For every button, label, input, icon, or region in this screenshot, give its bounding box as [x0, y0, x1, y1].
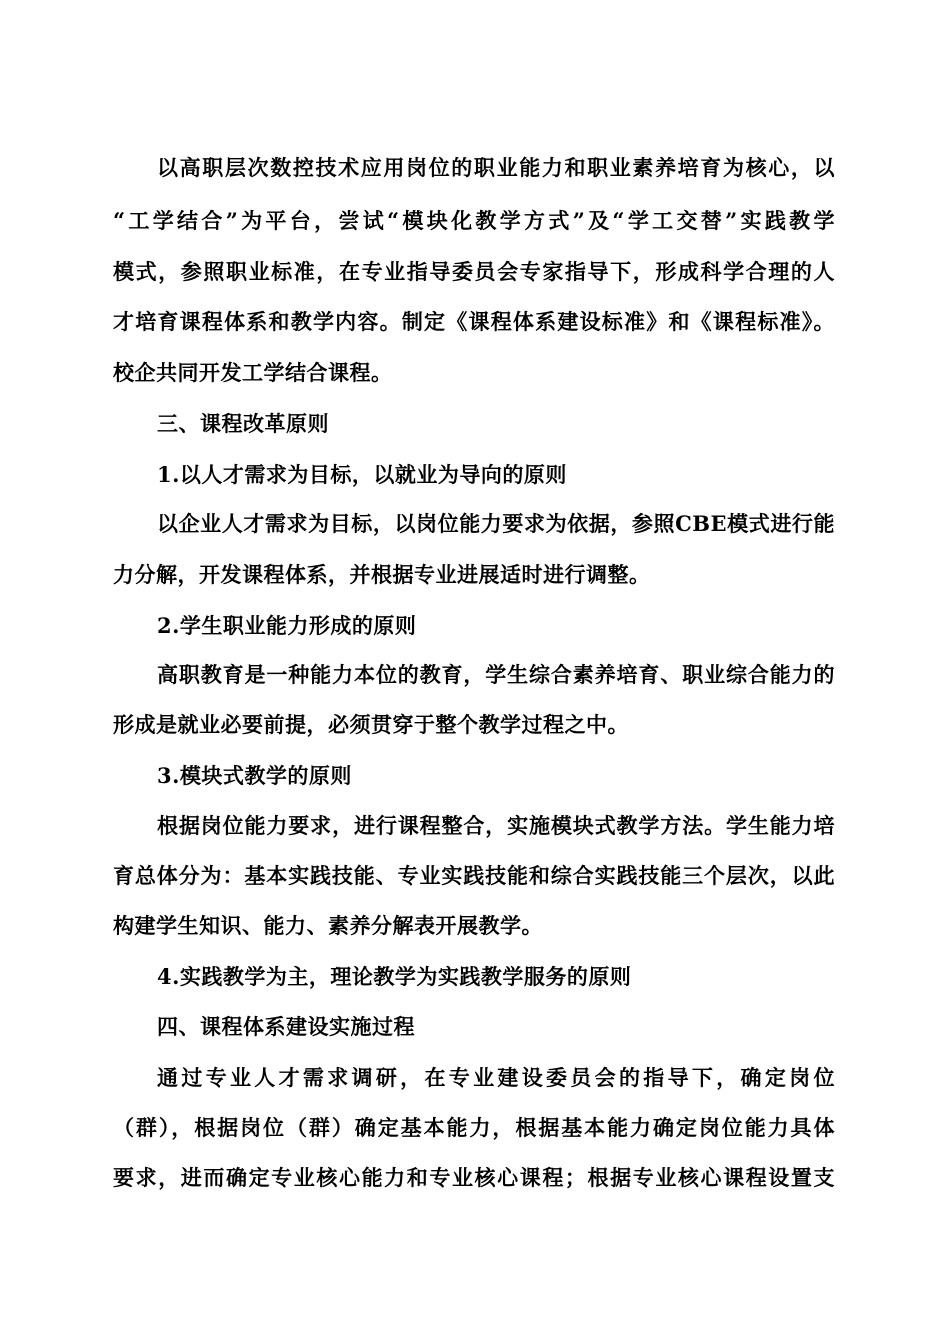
paragraph-line: 力分解，开发课程体系，并根据专业进展适时进行调整。 — [113, 562, 651, 587]
subsection-heading: 4.实践教学为主，理论教学为实践教学服务的原则 — [157, 964, 632, 989]
paragraph-line: 才培育课程体系和教学内容。制定《课程体系建设标准》和《课程标准》。 — [113, 309, 835, 334]
subsection-heading: 3.模块式教学的原则 — [157, 763, 352, 788]
paragraph-line: 构建学生知识、能力、素养分解表开展教学。 — [113, 913, 543, 938]
paragraph-line: 以高职层次数控技术应用岗位的职业能力和职业素养培育为核心，以 — [157, 155, 835, 180]
paragraph-line: 通过专业人才需求调研，在专业建设委员会的指导下，确定岗位 — [157, 1065, 835, 1090]
paragraph-line: 模式，参照职业标准，在专业指导委员会专家指导下，形成科学合理的人 — [113, 259, 835, 284]
paragraph-line: 校企共同开发工学结合课程。 — [113, 360, 393, 385]
subsection-heading: 2.学生职业能力形成的原则 — [157, 613, 417, 638]
paragraph-line: 以企业人才需求为目标，以岗位能力要求为依据，参照CBE模式进行能 — [157, 511, 835, 536]
paragraph-line: 高职教育是一种能力本位的教育，学生综合素养培育、职业综合能力的 — [157, 662, 835, 687]
paragraph-line: 形成是就业必要前提，必须贯穿于整个教学过程之中。 — [113, 712, 629, 737]
subsection-heading: 1.以人才需求为目标，以就业为导向的原则 — [157, 462, 567, 487]
paragraph-line: “工学结合”为平台，尝试“模块化教学方式”及“学工交替”实践教学 — [113, 208, 835, 233]
paragraph-line: 根据岗位能力要求，进行课程整合，实施模块式教学方法。学生能力培 — [157, 813, 835, 838]
section-heading: 三、课程改革原则 — [157, 411, 329, 436]
paragraph-line: （群），根据岗位（群）确定基本能力，根据基本能力确定岗位能力具体 — [113, 1115, 835, 1140]
paragraph-line: 要求，进而确定专业核心能力和专业核心课程；根据专业核心课程设置支 — [113, 1165, 835, 1190]
paragraph-line: 育总体分为：基本实践技能、专业实践技能和综合实践技能三个层次，以此 — [113, 863, 835, 888]
section-heading: 四、课程体系建设实施过程 — [157, 1014, 415, 1039]
